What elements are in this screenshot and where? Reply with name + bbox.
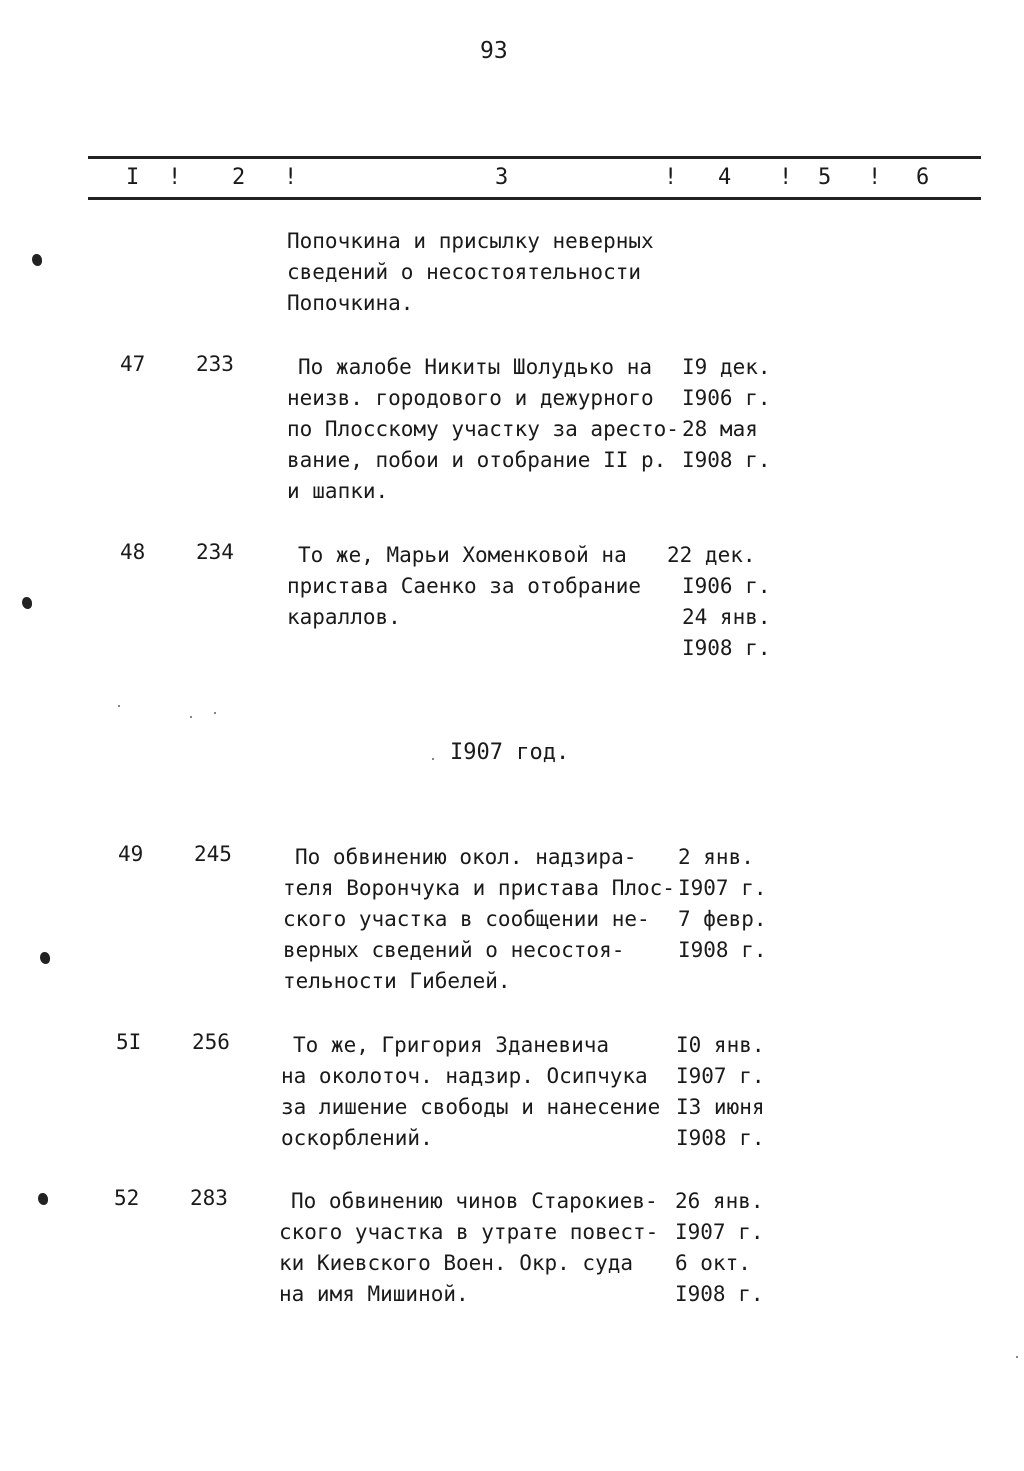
description-line: По обвинению чинов Старокиев- <box>291 1189 658 1213</box>
entry-number: 47 <box>120 352 146 376</box>
column-separator: ! <box>868 165 882 190</box>
date-line: I907 г. <box>675 1220 764 1244</box>
entry-number: 52 <box>114 1186 140 1210</box>
date-line: I9 дек. <box>682 355 771 379</box>
binding-hole-mark <box>32 254 42 266</box>
file-number: 245 <box>194 842 232 866</box>
scan-speck <box>214 712 216 714</box>
column-header-6: 6 <box>916 165 930 190</box>
description-line: по Плосскому участку за аресто- <box>287 417 679 441</box>
column-header-5: 5 <box>818 165 832 190</box>
column-header-2: 2 <box>232 165 246 190</box>
column-header-1: I <box>126 165 140 190</box>
binding-hole-mark <box>22 597 32 609</box>
description-line: То же, Марьи Хоменковой на <box>298 543 627 567</box>
description-line: неизв. городового и дежурного <box>287 386 654 410</box>
date-line: I908 г. <box>678 938 767 962</box>
description-line: и шапки. <box>287 479 389 503</box>
description-line: То же, Григория Зданевича <box>293 1033 610 1057</box>
description-line: Попочкина и присылку неверных <box>287 229 654 253</box>
description-line: тельности Гибелей. <box>283 969 511 993</box>
file-number: 283 <box>190 1186 228 1210</box>
description-line: караллов. <box>287 605 401 629</box>
description-line: на околоточ. надзир. Осипчука <box>281 1064 648 1088</box>
date-line: 28 мая <box>682 417 758 441</box>
column-header-3: 3 <box>495 165 509 190</box>
header-rule-bottom <box>88 197 981 200</box>
scan-speck <box>118 705 120 707</box>
binding-hole-mark <box>38 1193 48 1205</box>
date-line: I907 г. <box>678 876 767 900</box>
description-line: По жалобе Никиты Шолудько на <box>298 355 653 379</box>
entry-number: 48 <box>120 540 146 564</box>
header-rule-top <box>88 156 981 159</box>
date-line: 6 окт. <box>675 1251 751 1275</box>
date-line: I906 г. <box>682 386 771 410</box>
column-separator: ! <box>284 165 298 190</box>
date-line: 26 янв. <box>675 1189 764 1213</box>
date-line: I908 г. <box>675 1282 764 1306</box>
page-number: 93 <box>480 38 508 64</box>
date-line: I908 г. <box>676 1126 765 1150</box>
column-separator: ! <box>664 165 678 190</box>
date-line: I3 июня <box>676 1095 765 1119</box>
date-line: I0 янв. <box>676 1033 765 1057</box>
entry-number: 49 <box>118 842 144 866</box>
date-line: 24 янв. <box>682 605 771 629</box>
scan-speck <box>190 716 192 718</box>
file-number: 234 <box>196 540 234 564</box>
column-header-4: 4 <box>718 165 732 190</box>
column-separator: ! <box>168 165 182 190</box>
date-line: I908 г. <box>682 448 771 472</box>
column-separator: ! <box>779 165 793 190</box>
date-line: I906 г. <box>682 574 771 598</box>
date-line: I907 г. <box>676 1064 765 1088</box>
file-number: 233 <box>196 352 234 376</box>
scan-speck <box>432 758 434 760</box>
description-line: ки Киевского Воен. Окр. суда <box>279 1251 634 1275</box>
description-line: вание, побои и отобрание II р. <box>287 448 667 472</box>
description-line: за лишение свободы и нанесение <box>281 1095 661 1119</box>
description-line: ского участка в утрате повест- <box>279 1220 659 1244</box>
description-line: пристава Саенко за отобрание <box>287 574 642 598</box>
date-line: 2 янв. <box>678 845 754 869</box>
description-line: теля Ворончука и пристава Плос- <box>283 876 675 900</box>
year-heading: I907 год. <box>450 740 570 765</box>
date-line: I908 г. <box>682 636 771 660</box>
entry-number: 5I <box>116 1030 142 1054</box>
description-line: оскорблений. <box>281 1126 433 1150</box>
file-number: 256 <box>192 1030 230 1054</box>
description-line: на имя Мишиной. <box>279 1282 469 1306</box>
description-line: По обвинению окол. надзира- <box>295 845 637 869</box>
description-line: Попочкина. <box>287 291 414 315</box>
date-line: 7 февр. <box>678 907 767 931</box>
description-line: верных сведений о несостоя- <box>283 938 625 962</box>
scan-speck <box>1016 1356 1018 1358</box>
date-line: 22 дек. <box>667 543 756 567</box>
description-line: сведений о несостоятельности <box>287 260 642 284</box>
description-line: ского участка в сообщении не- <box>283 907 650 931</box>
binding-hole-mark <box>40 952 50 964</box>
